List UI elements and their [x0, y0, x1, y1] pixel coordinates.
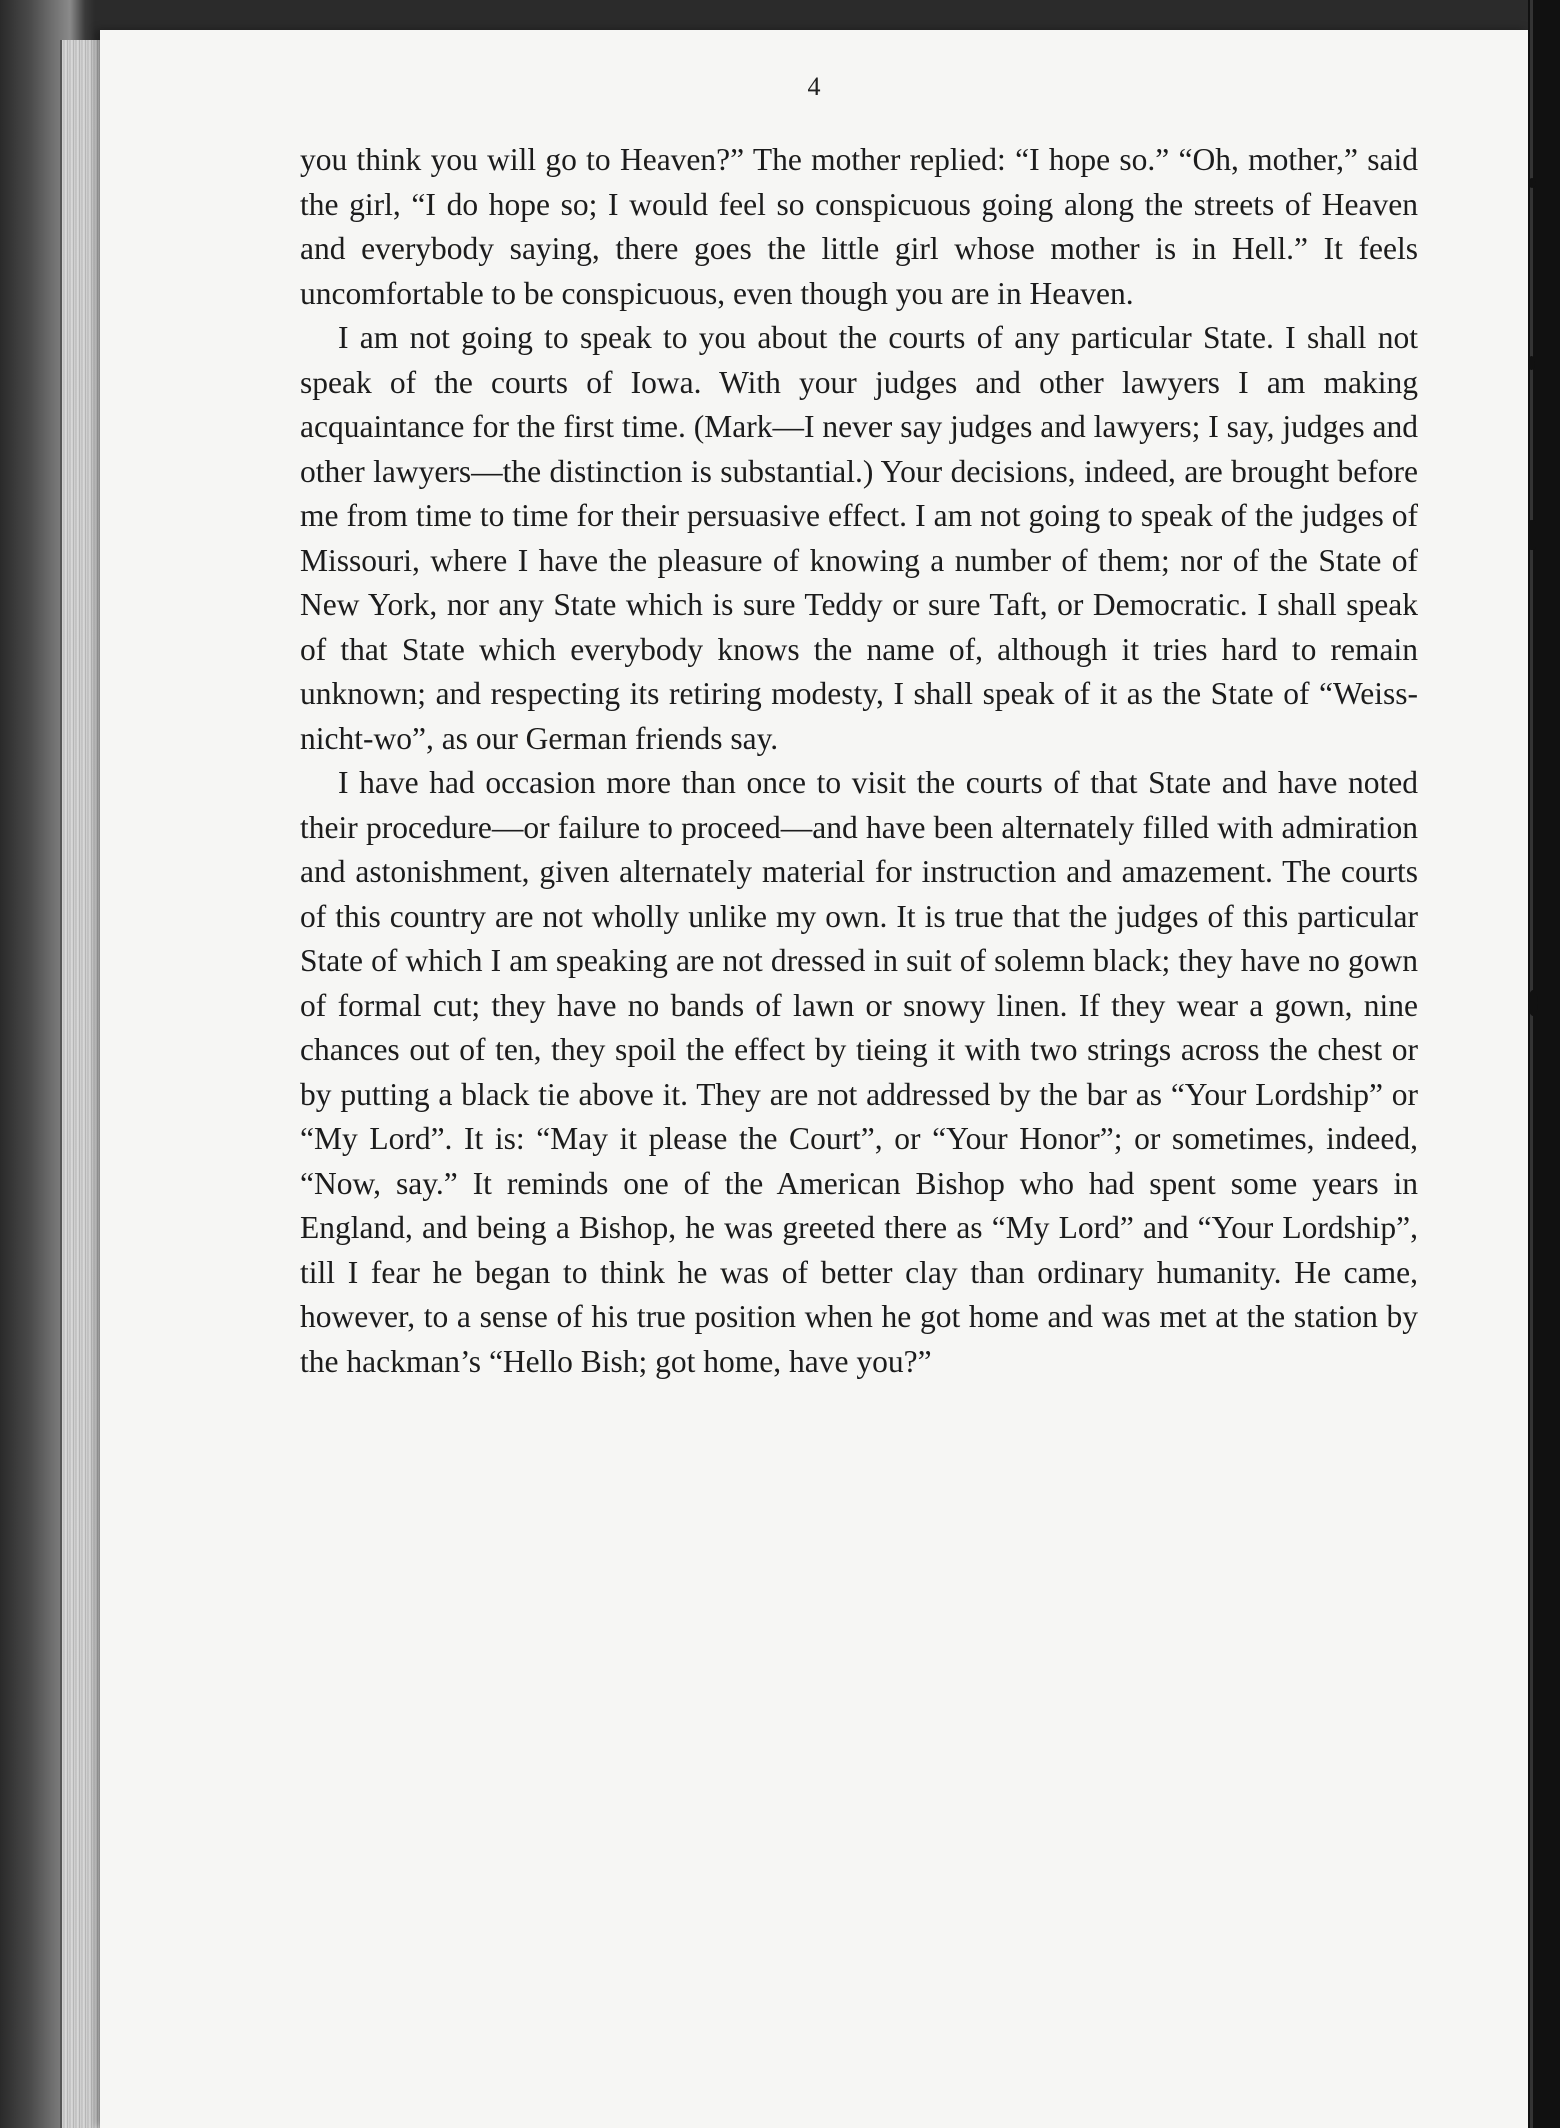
body-text	[300, 138, 1418, 1384]
margin-mark	[1528, 178, 1536, 188]
margin-mark	[1528, 520, 1536, 550]
paragraph-2: I am not going to speak to you about the courts of any particular State. I shall not speak of the courts of Iowa. With your judges and other lawyers I am making acquaintance for the first time. (Mark—I never say judges and lawyers; I say, judges and other lawyers—the distinction is substantial.) Your decisions, indeed, are brought before me from time to time for their persuasive effect. I am not going to speak of the judges of Missouri, where I have the pleasure of knowing a number of them; nor of the State of New York, nor any State which is sure Teddy or sure Taft, or Democratic. I shall speak of that State which everybody knows the name of, although it tries hard to remain unknown; and respecting its retiring modesty, I shall speak of it as the State of “Weiss-nicht-wo”, as our German friends say.	[300, 320, 1418, 756]
paragraph-3: I have had occasion more than once to visit the courts of that State and have noted their procedure—or failure to proceed—and have been alternately filled with admiration and astonishment, given alternately material for instruction and amazement. The courts of this country are not wholly unlike my own. It is true that the judges of this particular State of which I am speaking are not dressed in suit of solemn black; they have no gown of formal cut; they have no bands of lawn or snowy linen. If they wear a gown, nine chances out of ten, they spoil the effect by tieing it with two strings across the chest or by putting a black tie above it. They are not addressed by the bar as “Your Lordship” or “My Lord”. It is: “May it please the Court”, or “Your Honor”; or sometimes, indeed, “Now, say.” It reminds one of the American Bishop who had spent some years in England, and being a Bishop, he was greeted there as “My Lord” and “Your Lordship”, till I fear he began to think he was of better clay than ordinary humanity. He came, however, to a sense of his true position when he got home and was met at the station by the hackman’s “Hello Bish; got home, have you?”	[300, 765, 1418, 1379]
book-page	[100, 30, 1528, 2128]
margin-mark	[1528, 990, 1538, 1016]
paragraph-1: you think you will go to Heaven?” The mother replied: “I hope so.” “Oh, mother,” said the girl, “I do hope so; I would feel so conspicuous going along the streets of Heaven and everybody saying, there goes the little girl whose mother is in Hell.” It feels uncomfortable to be conspicuous, even though you are in Heaven.	[300, 142, 1418, 311]
page-number: 4	[807, 72, 821, 101]
margin-mark	[1528, 356, 1535, 370]
scan-right-margin	[1528, 0, 1560, 2128]
margin-rule	[1530, 0, 1533, 2128]
